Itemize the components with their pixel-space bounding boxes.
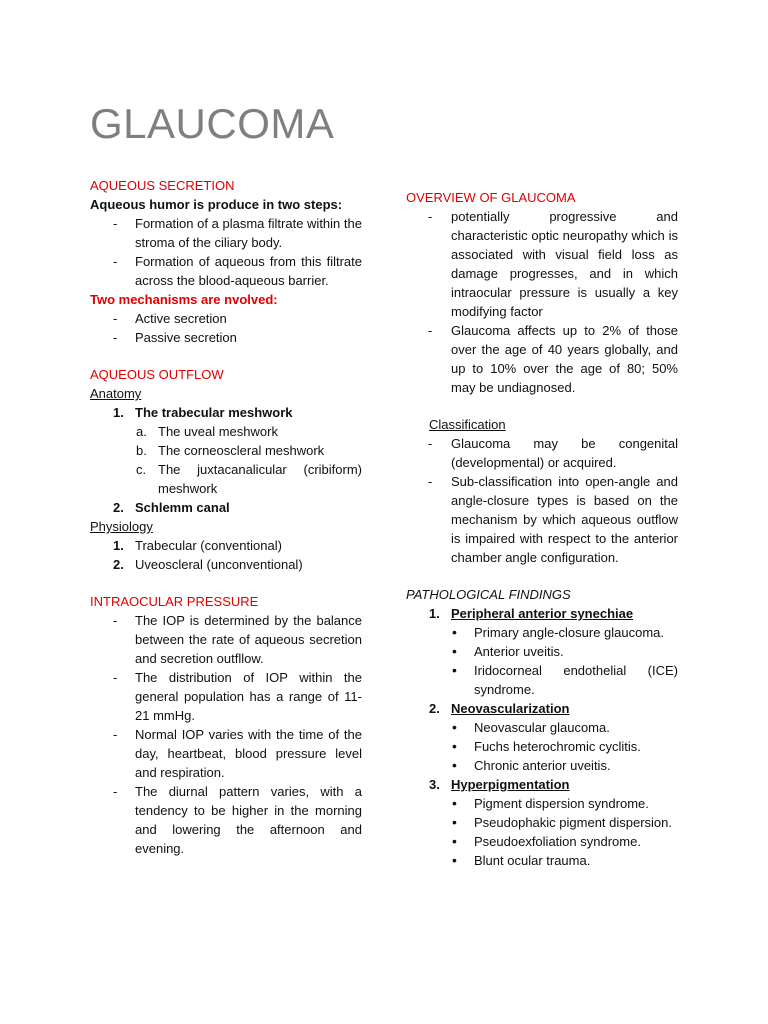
list-item: - Passive secretion	[90, 328, 362, 347]
list-item	[90, 460, 362, 498]
list-item: • Fuchs heterochromic cyclitis.	[406, 737, 678, 756]
physiology-label: Physiology	[90, 519, 153, 534]
spacer	[90, 574, 362, 592]
list-letter: a.	[136, 424, 147, 439]
list-item	[90, 441, 362, 460]
intraocular-pressure-heading: INTRAOCULAR PRESSURE	[90, 594, 259, 609]
anatomy-list-continued	[90, 498, 362, 517]
list-item	[406, 775, 678, 794]
list-number: 1.	[113, 405, 124, 420]
list-item: - The diurnal pattern varies, with a tendency to be higher in the morning and lowering the afternoon and evening.	[90, 782, 362, 858]
mechanisms-list	[90, 309, 362, 347]
aqueous-secretion-heading: AQUEOUS SECRETION	[90, 178, 235, 193]
list-item: • Iridocorneal endothelial (ICE) syndrome.	[406, 661, 678, 699]
list-item: - The distribution of IOP within the general population has a range of 11-21 mmHg.	[90, 668, 362, 725]
spacer	[406, 397, 678, 415]
list-item: - Normal IOP varies with the time of the day, heartbeat, blood pressure level and respiration.	[90, 725, 362, 782]
list-item: - Glaucoma may be congenital (developmental) or acquired.	[406, 434, 678, 472]
anatomy-list	[90, 403, 362, 422]
list-item-text: Uveoscleral (unconventional)	[135, 557, 303, 572]
pathological-group-2	[406, 699, 678, 718]
group-label: Neovascularization	[451, 701, 570, 716]
list-letter: c.	[136, 462, 147, 477]
list-item: • Blunt ocular trauma.	[406, 851, 678, 870]
group-2-items	[406, 718, 678, 775]
list-number: 2.	[113, 500, 124, 515]
pathological-group-3	[406, 775, 678, 794]
list-number: 1.	[113, 538, 124, 553]
list-item: • Neovascular glaucoma.	[406, 718, 678, 737]
anatomy-label: Anatomy	[90, 386, 142, 401]
list-item	[406, 699, 678, 718]
aqueous-outflow-heading: AQUEOUS OUTFLOW	[90, 367, 224, 382]
list-item: - potentially progressive and characteristic optic neuropathy which is associated with visual field loss as damage progresses, and in which intraocular pressure is usually a key modifying factor	[406, 207, 678, 321]
spacer	[406, 567, 678, 585]
list-item	[90, 422, 362, 441]
list-item: - Formation of aqueous from this filtrate across the blood-aqueous barrier.	[90, 252, 362, 290]
group-1-items	[406, 623, 678, 699]
list-item	[90, 536, 362, 555]
list-number: 1.	[429, 606, 440, 621]
list-item: • Primary angle-closure glaucoma.	[406, 623, 678, 642]
list-item	[90, 555, 362, 574]
list-item: - Formation of a plasma filtrate within the stroma of the ciliary body.	[90, 214, 362, 252]
page-title: GLAUCOMA	[90, 100, 335, 147]
classification-label: Classification	[429, 417, 506, 432]
list-item-text: The juxtacanalicular (cribiform) meshwork	[158, 462, 362, 496]
list-item: - Glaucoma affects up to 2% of those over the age of 40 years globally, and up to 10% over the age of 80; 50% may be undiagnosed.	[406, 321, 678, 397]
left-column	[90, 176, 362, 858]
pathological-group-1	[406, 604, 678, 623]
list-number: 2.	[113, 557, 124, 572]
group-3-items	[406, 794, 678, 870]
list-item-text: The uveal meshwork	[158, 424, 278, 439]
physiology-list	[90, 536, 362, 574]
mechanisms-heading: Two mechanisms are nvolved:	[90, 292, 278, 307]
list-item	[90, 498, 362, 517]
group-label: Peripheral anterior synechiae	[451, 606, 634, 621]
spacer	[90, 347, 362, 365]
list-item: - Active secretion	[90, 309, 362, 328]
iop-list	[90, 611, 362, 858]
list-item	[90, 403, 362, 422]
right-column	[406, 188, 678, 870]
classification-list	[406, 434, 678, 567]
list-item: - The IOP is determined by the balance between the rate of aqueous secretion and secretion outfllow.	[90, 611, 362, 668]
overview-list	[406, 207, 678, 397]
list-item: • Pseudoexfoliation syndrome.	[406, 832, 678, 851]
list-item-text: The corneoscleral meshwork	[158, 443, 325, 458]
aqueous-secretion-intro: Aqueous humor is produce in two steps:	[90, 197, 343, 212]
trabecular-sub-list	[90, 422, 362, 498]
list-number: 3.	[429, 777, 440, 792]
group-label: Hyperpigmentation	[451, 777, 570, 792]
list-item: • Anterior uveitis.	[406, 642, 678, 661]
list-item-label: The trabecular meshwork	[135, 405, 293, 420]
overview-heading: OVERVIEW OF GLAUCOMA	[406, 190, 576, 205]
list-item: • Pigment dispersion syndrome.	[406, 794, 678, 813]
list-item-text: Trabecular (conventional)	[135, 538, 282, 553]
list-letter: b.	[136, 443, 147, 458]
list-item: - Sub-classification into open-angle and angle-closure types is based on the mechanism by which aqueous outflow is impaired with respect to the anterior chamber angle configuration.	[406, 472, 678, 567]
list-item-label: Schlemm canal	[135, 500, 230, 515]
list-item: • Pseudophakic pigment dispersion.	[406, 813, 678, 832]
list-item	[406, 604, 678, 623]
list-number: 2.	[429, 701, 440, 716]
pathological-heading: PATHOLOGICAL FINDINGS	[406, 587, 571, 602]
list-item: • Chronic anterior uveitis.	[406, 756, 678, 775]
secretion-steps-list	[90, 214, 362, 290]
